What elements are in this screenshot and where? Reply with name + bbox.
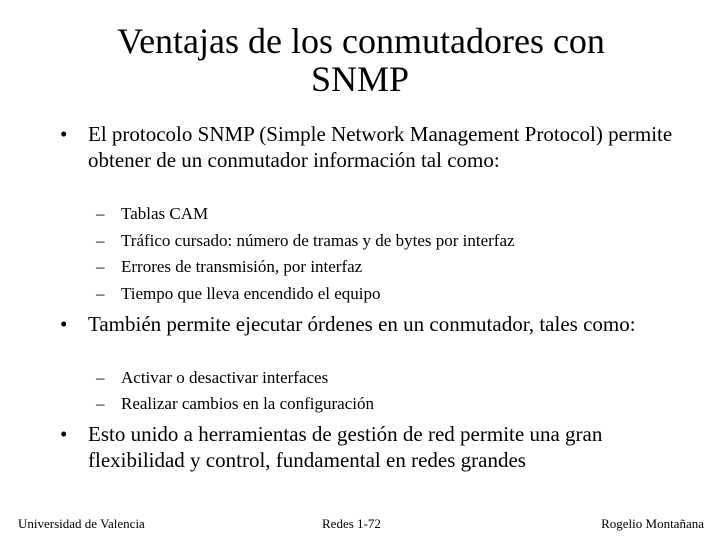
dash-icon: – [96, 394, 105, 413]
bullet-item [60, 311, 680, 337]
sub-bullet-text: Errores de transmisión, por interfaz [121, 257, 363, 276]
bullet-item [60, 121, 680, 173]
sub-bullet-item [96, 281, 381, 307]
slide-title-line-1: Ventajas de los conmutadores con [117, 21, 605, 61]
sub-bullet-text: Activar o desactivar interfaces [121, 368, 329, 387]
dash-icon: – [96, 257, 105, 276]
bullet-icon: • [60, 422, 68, 446]
footer-left: Universidad de Valencia [18, 516, 145, 531]
bullet-text: El protocolo SNMP (Simple Network Management Protocol) permite obtener de un conmutador información tal como: [88, 122, 673, 172]
dash-icon: – [96, 231, 105, 250]
sub-bullet-text: Realizar cambios en la configuración [121, 394, 374, 413]
sub-bullet-item [96, 365, 328, 391]
sub-bullet-text: Tráfico cursado: número de tramas y de bytes por interfaz [121, 231, 515, 250]
bullet-text: También permite ejecutar órdenes en un conmutador, tales como: [88, 312, 636, 336]
bullet-icon: • [60, 312, 68, 336]
bullet-item [60, 421, 680, 473]
dash-icon: – [96, 204, 105, 223]
sub-bullet-text: Tiempo que lleva encendido el equipo [121, 284, 381, 303]
bullet-text: Esto unido a herramientas de gestión de red permite una gran flexibilidad y control, fundamental en redes grandes [88, 422, 603, 472]
sub-bullet-item [96, 391, 374, 417]
sub-bullet-item [96, 254, 362, 280]
footer-center: Redes 1-72 [322, 516, 381, 531]
bullet-icon: • [60, 122, 68, 146]
slide-title-line-2: SNMP [310, 59, 410, 99]
footer-right: Rogelio Montañana [601, 516, 704, 531]
sub-bullet-item [96, 201, 208, 227]
slide-title [0, 22, 720, 98]
sub-bullet-text: Tablas CAM [121, 204, 209, 223]
dash-icon: – [96, 284, 105, 303]
dash-icon: – [96, 368, 105, 387]
sub-bullet-item [96, 228, 515, 254]
